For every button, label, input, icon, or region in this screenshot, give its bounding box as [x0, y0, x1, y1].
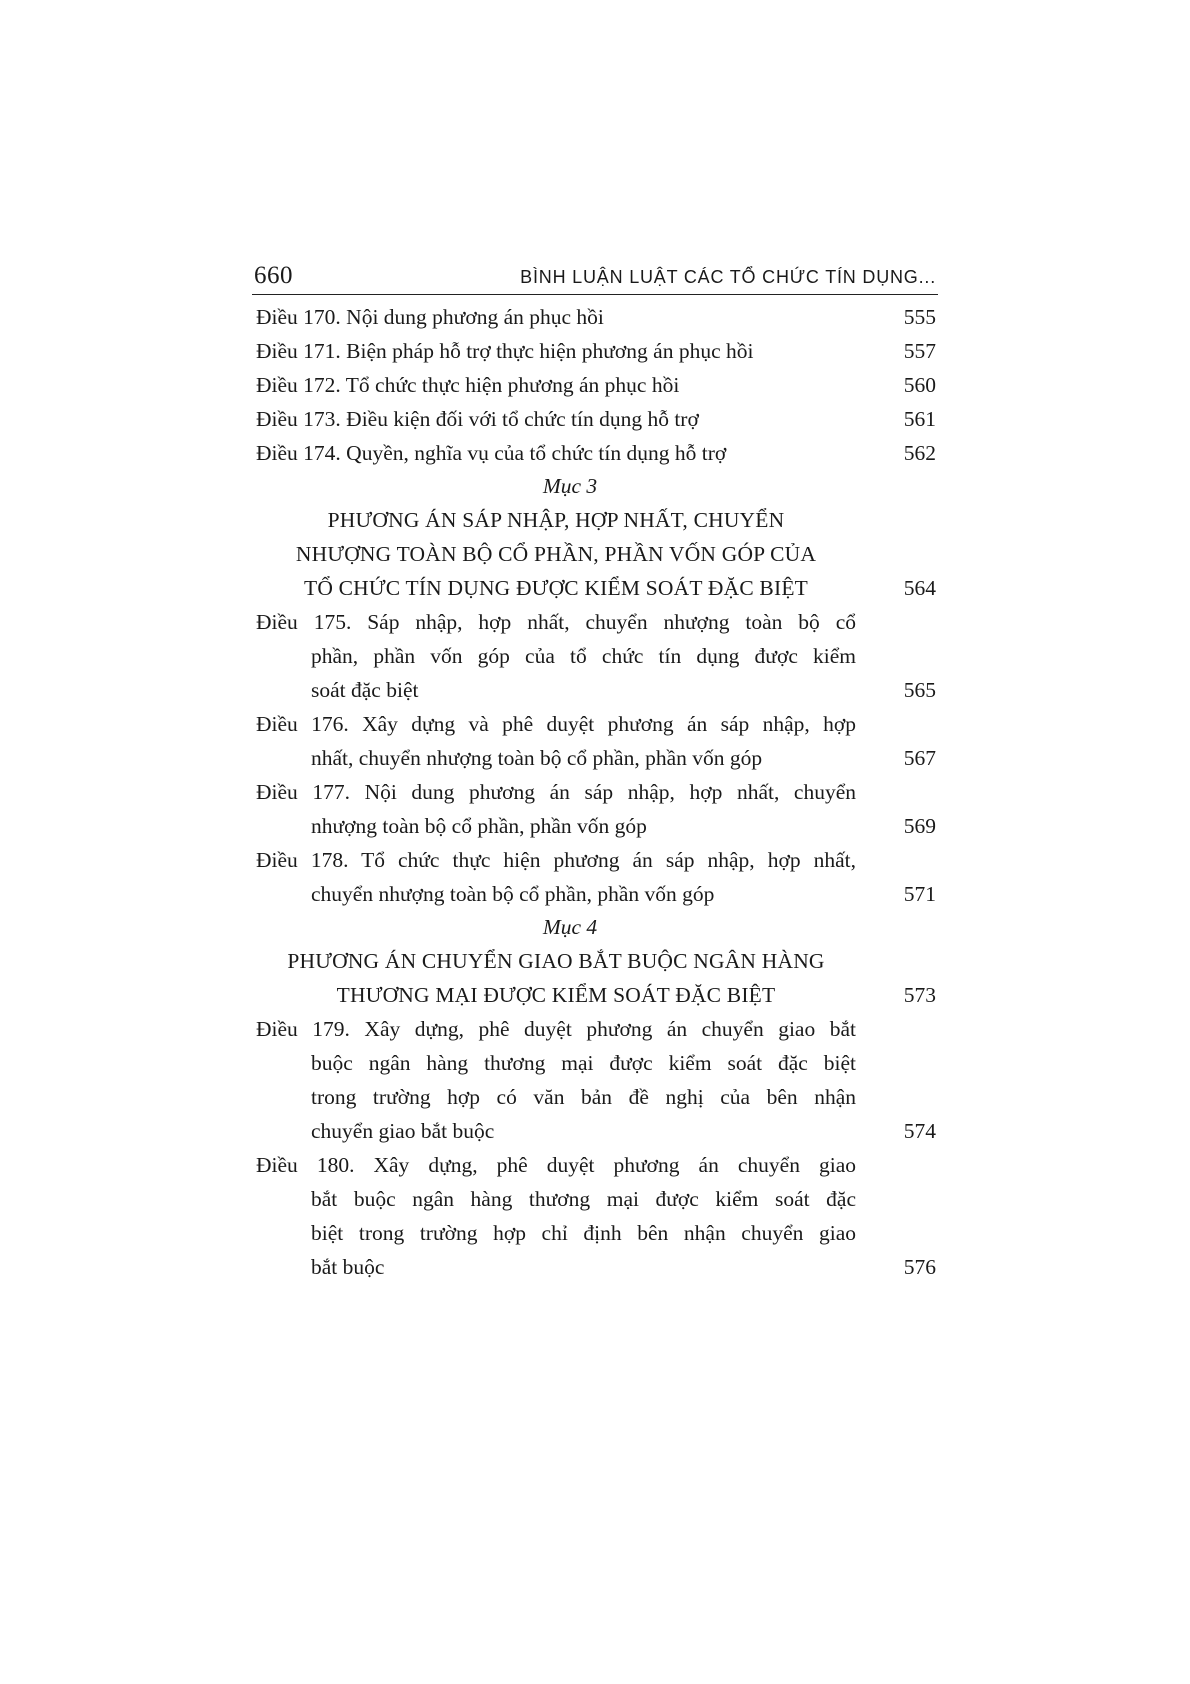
- page-header: [252, 262, 938, 295]
- toc-entry-180: Điều 180. Xây dựng, phê duyệt phương án chuyển giao: [256, 1153, 856, 1177]
- toc-page-175: 565: [903, 678, 936, 702]
- toc-entry-172: Điều 172. Tổ chức thực hiện phương án phục hồi: [256, 373, 680, 397]
- section-label-muc-3: Mục 3: [542, 474, 598, 498]
- running-title: BÌNH LUẬN LUẬT CÁC TỔ CHỨC TÍN DỤNG...: [520, 267, 936, 287]
- toc-entry-170: Điều 170. Nội dung phương án phục hồi: [256, 305, 604, 329]
- toc-entry-179-cont: chuyển giao bắt buộc: [311, 1119, 495, 1143]
- toc-entry-174: Điều 174. Quyền, nghĩa vụ của tổ chức tín dụng hỗ trợ: [256, 441, 727, 465]
- section-heading-line: PHƯƠNG ÁN SÁP NHẬP, HỢP NHẤT, CHUYỂN: [327, 508, 785, 532]
- toc-page-178: 571: [903, 882, 936, 906]
- toc-entry-178-cont: chuyển nhượng toàn bộ cổ phần, phần vốn góp: [311, 882, 715, 906]
- toc-page-172: 560: [903, 373, 936, 397]
- toc-entry-173: Điều 173. Điều kiện đối với tổ chức tín dụng hỗ trợ: [256, 407, 699, 431]
- toc-entry-171: Điều 171. Biện pháp hỗ trợ thực hiện phương án phục hồi: [256, 339, 754, 363]
- toc-entry-175: Điều 175. Sáp nhập, hợp nhất, chuyển nhượng toàn bộ cổ: [256, 610, 856, 634]
- toc-page-177: 569: [903, 814, 936, 838]
- toc-entry-175-cont: phần, phần vốn góp của tổ chức tín dụng được kiểm: [311, 644, 856, 668]
- toc-page-muc-3: 564: [903, 576, 936, 600]
- toc-page-180: 576: [903, 1255, 936, 1279]
- toc-entry-180-cont: bắt buộc: [311, 1255, 385, 1279]
- toc-page-171: 557: [903, 339, 936, 363]
- toc-entry-180-cont: bắt buộc ngân hàng thương mại được kiểm soát đặc: [311, 1187, 856, 1211]
- toc-entry-179: Điều 179. Xây dựng, phê duyệt phương án chuyển giao bắt: [256, 1017, 856, 1041]
- section-heading-line: TỔ CHỨC TÍN DỤNG ĐƯỢC KIỂM SOÁT ĐẶC BIỆT: [303, 576, 808, 600]
- toc-entry-177: Điều 177. Nội dung phương án sáp nhập, hợp nhất, chuyển: [256, 780, 856, 804]
- toc-entry-179-cont: buộc ngân hàng thương mại được kiểm soát đặc biệt: [311, 1051, 856, 1075]
- section-heading-line: PHƯƠNG ÁN CHUYỂN GIAO BẮT BUỘC NGÂN HÀNG: [287, 949, 825, 973]
- toc-entry-179-cont: trong trường hợp có văn bản đề nghị của bên nhận: [311, 1085, 856, 1109]
- section-heading-line: THƯƠNG MẠI ĐƯỢC KIỂM SOÁT ĐẶC BIỆT: [336, 983, 776, 1007]
- toc-page-173: 561: [903, 407, 936, 431]
- toc-entry-176-cont: nhất, chuyển nhượng toàn bộ cổ phần, phần vốn góp: [311, 746, 763, 770]
- toc-page-174: 562: [903, 441, 936, 465]
- page-number: 660: [254, 262, 293, 289]
- toc-entry-180-cont: biệt trong trường hợp chỉ định bên nhận chuyển giao: [311, 1221, 856, 1245]
- toc-page-muc-4: 573: [903, 983, 936, 1007]
- toc-page-170: 555: [903, 305, 936, 329]
- toc-page-176: 567: [903, 746, 936, 770]
- toc-entry-176: Điều 176. Xây dựng và phê duyệt phương án sáp nhập, hợp: [256, 712, 856, 736]
- section-heading-line: NHƯỢNG TOÀN BỘ CỔ PHẦN, PHẦN VỐN GÓP CỦA: [295, 542, 817, 566]
- section-label-muc-4: Mục 4: [542, 915, 598, 939]
- toc-entry-175-cont: soát đặc biệt: [311, 678, 419, 702]
- toc-entry-178: Điều 178. Tổ chức thực hiện phương án sáp nhập, hợp nhất,: [256, 848, 856, 872]
- toc-entry-177-cont: nhượng toàn bộ cổ phần, phần vốn góp: [311, 814, 647, 838]
- toc-page-179: 574: [903, 1119, 936, 1143]
